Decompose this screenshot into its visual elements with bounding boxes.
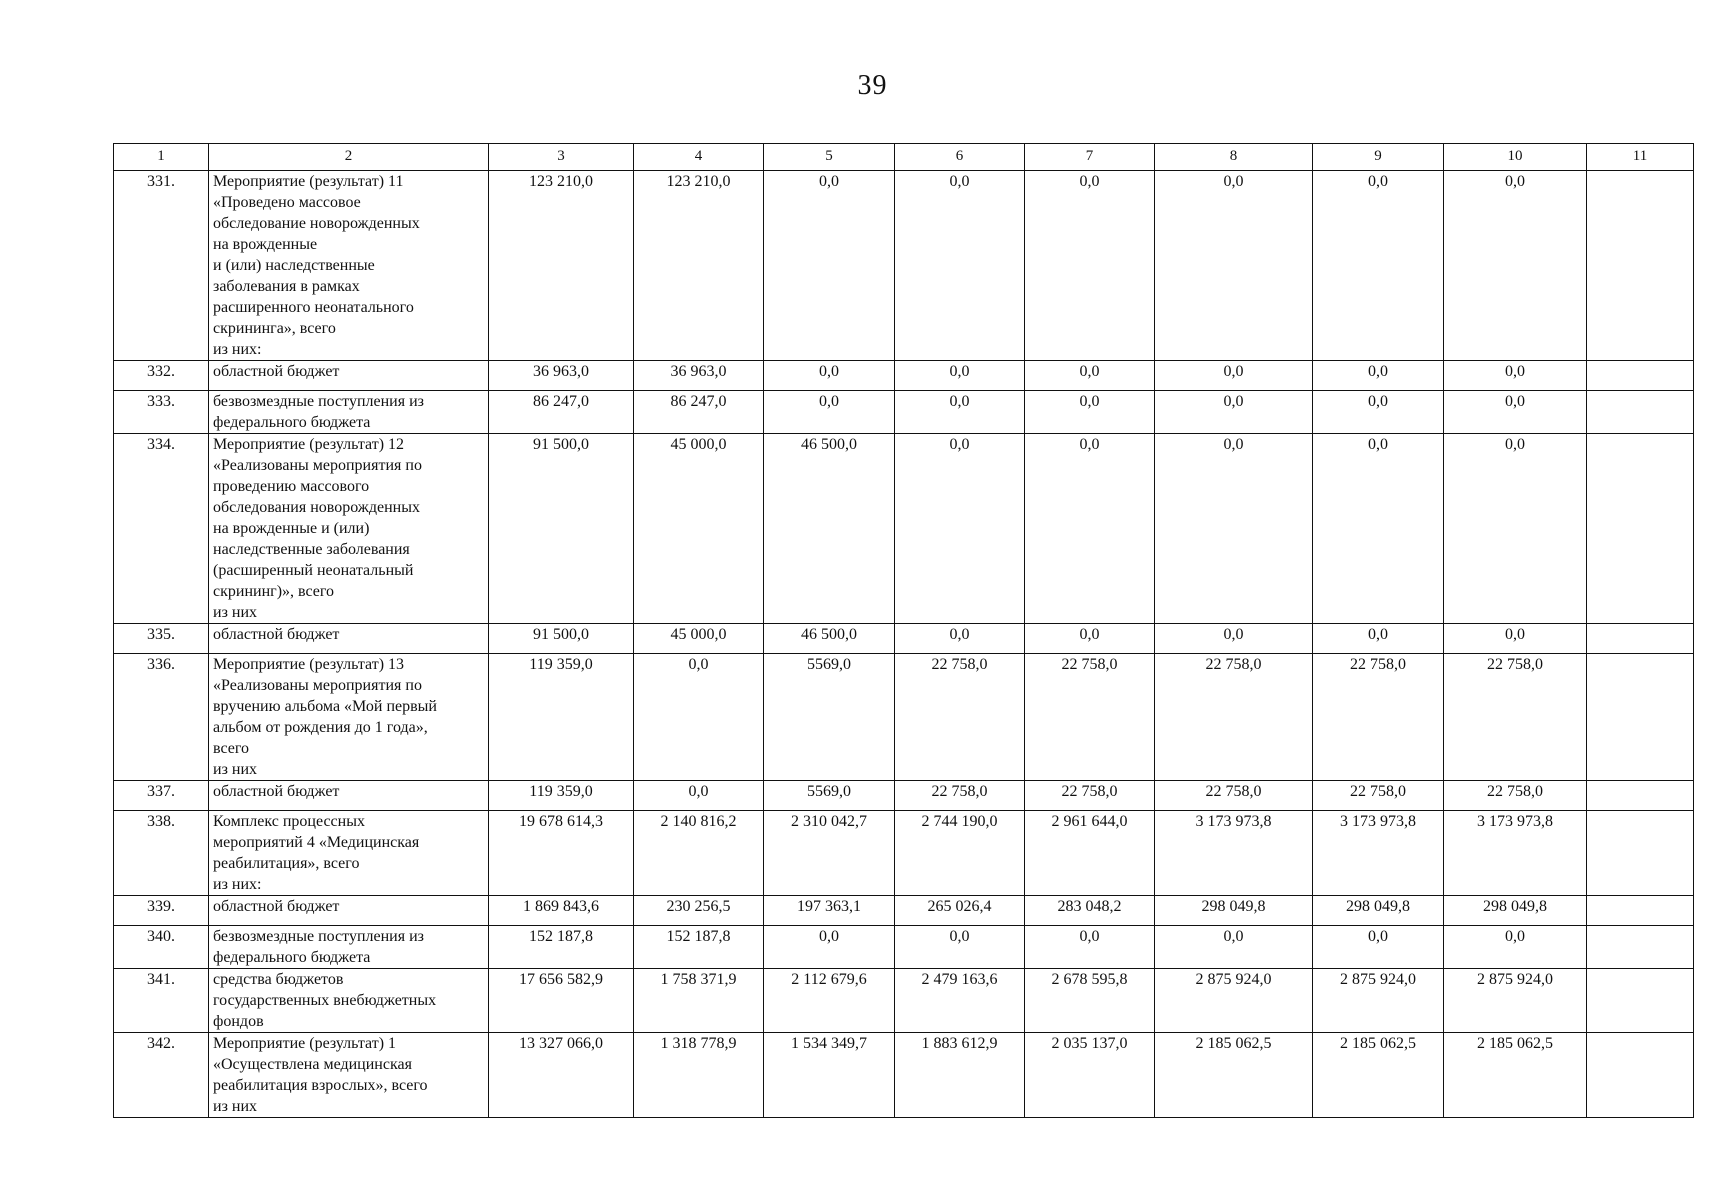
cell-col11 <box>1587 1033 1694 1118</box>
cell-col9: 2 185 062,5 <box>1313 1033 1444 1118</box>
cell-col11 <box>1587 781 1694 811</box>
cell-col5: 0,0 <box>764 361 895 391</box>
cell-col10: 2 875 924,0 <box>1444 969 1587 1033</box>
row-number: 342. <box>114 1033 209 1118</box>
cell-col7: 0,0 <box>1025 391 1155 434</box>
cell-col9: 0,0 <box>1313 391 1444 434</box>
cell-col10: 0,0 <box>1444 391 1587 434</box>
budget-table <box>113 143 1694 1118</box>
cell-col9: 22 758,0 <box>1313 654 1444 781</box>
cell-col5: 46 500,0 <box>764 434 895 624</box>
cell-col8: 0,0 <box>1155 624 1313 654</box>
cell-col11 <box>1587 896 1694 926</box>
cell-col9: 298 049,8 <box>1313 896 1444 926</box>
cell-col11 <box>1587 171 1694 361</box>
row-number: 340. <box>114 926 209 969</box>
cell-col10: 2 185 062,5 <box>1444 1033 1587 1118</box>
header-row <box>114 144 1694 171</box>
row-name: Мероприятие (результат) 1 «Осуществлена медицинская реабилитация взрослых», всего из них <box>209 1033 489 1118</box>
cell-col4: 1 758 371,9 <box>634 969 764 1033</box>
cell-col7: 0,0 <box>1025 434 1155 624</box>
cell-col5: 5569,0 <box>764 781 895 811</box>
cell-col8: 22 758,0 <box>1155 654 1313 781</box>
cell-col4: 230 256,5 <box>634 896 764 926</box>
cell-col8: 0,0 <box>1155 171 1313 361</box>
cell-col3: 36 963,0 <box>489 361 634 391</box>
cell-col11 <box>1587 811 1694 896</box>
cell-col7: 0,0 <box>1025 171 1155 361</box>
column-header: 8 <box>1155 144 1313 171</box>
cell-col7: 2 035 137,0 <box>1025 1033 1155 1118</box>
cell-col10: 22 758,0 <box>1444 781 1587 811</box>
row-name: областной бюджет <box>209 361 489 391</box>
row-number: 336. <box>114 654 209 781</box>
column-header: 10 <box>1444 144 1587 171</box>
cell-col8: 2 185 062,5 <box>1155 1033 1313 1118</box>
cell-col6: 0,0 <box>895 434 1025 624</box>
cell-col5: 0,0 <box>764 391 895 434</box>
table-row <box>114 361 1694 391</box>
cell-col6: 0,0 <box>895 624 1025 654</box>
table-row <box>114 926 1694 969</box>
column-header: 5 <box>764 144 895 171</box>
cell-col11 <box>1587 624 1694 654</box>
column-header: 6 <box>895 144 1025 171</box>
cell-col5: 1 534 349,7 <box>764 1033 895 1118</box>
cell-col3: 123 210,0 <box>489 171 634 361</box>
table-row <box>114 811 1694 896</box>
table-row <box>114 896 1694 926</box>
cell-col11 <box>1587 654 1694 781</box>
cell-col7: 0,0 <box>1025 361 1155 391</box>
cell-col9: 2 875 924,0 <box>1313 969 1444 1033</box>
cell-col6: 0,0 <box>895 361 1025 391</box>
cell-col7: 0,0 <box>1025 624 1155 654</box>
row-number: 339. <box>114 896 209 926</box>
cell-col6: 2 479 163,6 <box>895 969 1025 1033</box>
cell-col4: 2 140 816,2 <box>634 811 764 896</box>
cell-col10: 0,0 <box>1444 361 1587 391</box>
table-row <box>114 391 1694 434</box>
cell-col5: 5569,0 <box>764 654 895 781</box>
cell-col7: 0,0 <box>1025 926 1155 969</box>
row-number: 341. <box>114 969 209 1033</box>
cell-col10: 3 173 973,8 <box>1444 811 1587 896</box>
cell-col7: 22 758,0 <box>1025 781 1155 811</box>
cell-col10: 0,0 <box>1444 171 1587 361</box>
cell-col3: 86 247,0 <box>489 391 634 434</box>
cell-col9: 0,0 <box>1313 624 1444 654</box>
column-header: 9 <box>1313 144 1444 171</box>
cell-col5: 2 310 042,7 <box>764 811 895 896</box>
cell-col3: 19 678 614,3 <box>489 811 634 896</box>
cell-col6: 22 758,0 <box>895 781 1025 811</box>
cell-col11 <box>1587 926 1694 969</box>
cell-col3: 1 869 843,6 <box>489 896 634 926</box>
table-row <box>114 1033 1694 1118</box>
cell-col10: 22 758,0 <box>1444 654 1587 781</box>
cell-col6: 0,0 <box>895 171 1025 361</box>
row-name: областной бюджет <box>209 896 489 926</box>
cell-col7: 2 961 644,0 <box>1025 811 1155 896</box>
cell-col11 <box>1587 434 1694 624</box>
row-number: 337. <box>114 781 209 811</box>
cell-col11 <box>1587 391 1694 434</box>
cell-col10: 298 049,8 <box>1444 896 1587 926</box>
cell-col8: 0,0 <box>1155 391 1313 434</box>
cell-col5: 0,0 <box>764 926 895 969</box>
column-header: 1 <box>114 144 209 171</box>
cell-col4: 0,0 <box>634 654 764 781</box>
table-row <box>114 624 1694 654</box>
cell-col3: 119 359,0 <box>489 781 634 811</box>
row-name: Мероприятие (результат) 12 «Реализованы мероприятия по проведению массового обследования новорожденных на врожденные и (или) наследственные заболевания (расширенный неонатальный скрининг)», всего из них <box>209 434 489 624</box>
row-number: 338. <box>114 811 209 896</box>
row-name: областной бюджет <box>209 624 489 654</box>
cell-col6: 0,0 <box>895 391 1025 434</box>
cell-col10: 0,0 <box>1444 624 1587 654</box>
cell-col11 <box>1587 969 1694 1033</box>
column-header: 2 <box>209 144 489 171</box>
table-row <box>114 171 1694 361</box>
cell-col4: 45 000,0 <box>634 434 764 624</box>
cell-col10: 0,0 <box>1444 434 1587 624</box>
cell-col8: 298 049,8 <box>1155 896 1313 926</box>
cell-col8: 3 173 973,8 <box>1155 811 1313 896</box>
row-number: 335. <box>114 624 209 654</box>
column-header: 3 <box>489 144 634 171</box>
cell-col4: 0,0 <box>634 781 764 811</box>
row-number: 334. <box>114 434 209 624</box>
row-name: Комплекс процессных мероприятий 4 «Медицинская реабилитация», всего из них: <box>209 811 489 896</box>
cell-col8: 0,0 <box>1155 361 1313 391</box>
table-row <box>114 781 1694 811</box>
cell-col5: 0,0 <box>764 171 895 361</box>
cell-col7: 22 758,0 <box>1025 654 1155 781</box>
row-name: средства бюджетов государственных внебюджетных фондов <box>209 969 489 1033</box>
cell-col8: 0,0 <box>1155 434 1313 624</box>
cell-col9: 22 758,0 <box>1313 781 1444 811</box>
cell-col11 <box>1587 361 1694 391</box>
cell-col3: 91 500,0 <box>489 434 634 624</box>
table-row <box>114 654 1694 781</box>
cell-col6: 2 744 190,0 <box>895 811 1025 896</box>
cell-col8: 0,0 <box>1155 926 1313 969</box>
cell-col6: 0,0 <box>895 926 1025 969</box>
cell-col7: 2 678 595,8 <box>1025 969 1155 1033</box>
cell-col9: 0,0 <box>1313 171 1444 361</box>
cell-col4: 152 187,8 <box>634 926 764 969</box>
table-row <box>114 969 1694 1033</box>
row-number: 333. <box>114 391 209 434</box>
cell-col6: 1 883 612,9 <box>895 1033 1025 1118</box>
cell-col4: 1 318 778,9 <box>634 1033 764 1118</box>
row-number: 331. <box>114 171 209 361</box>
row-name: безвозмездные поступления из федерального бюджета <box>209 926 489 969</box>
cell-col3: 91 500,0 <box>489 624 634 654</box>
cell-col3: 13 327 066,0 <box>489 1033 634 1118</box>
cell-col6: 265 026,4 <box>895 896 1025 926</box>
cell-col3: 17 656 582,9 <box>489 969 634 1033</box>
cell-col10: 0,0 <box>1444 926 1587 969</box>
column-header: 7 <box>1025 144 1155 171</box>
cell-col4: 123 210,0 <box>634 171 764 361</box>
row-name: безвозмездные поступления из федерального бюджета <box>209 391 489 434</box>
cell-col4: 45 000,0 <box>634 624 764 654</box>
column-header: 11 <box>1587 144 1694 171</box>
cell-col5: 46 500,0 <box>764 624 895 654</box>
cell-col4: 36 963,0 <box>634 361 764 391</box>
row-name: Мероприятие (результат) 13 «Реализованы мероприятия по вручению альбома «Мой первый альбом от рождения до 1 года», всего из них <box>209 654 489 781</box>
cell-col3: 119 359,0 <box>489 654 634 781</box>
cell-col5: 197 363,1 <box>764 896 895 926</box>
cell-col9: 3 173 973,8 <box>1313 811 1444 896</box>
page-number: 39 <box>857 70 888 101</box>
cell-col5: 2 112 679,6 <box>764 969 895 1033</box>
row-number: 332. <box>114 361 209 391</box>
cell-col6: 22 758,0 <box>895 654 1025 781</box>
cell-col9: 0,0 <box>1313 361 1444 391</box>
cell-col3: 152 187,8 <box>489 926 634 969</box>
column-header: 4 <box>634 144 764 171</box>
row-name: Мероприятие (результат) 11 «Проведено массовое обследование новорожденных на врожденные и (или) наследственные заболевания в рамках расширенного неонатального скрининга», всего из них: <box>209 171 489 361</box>
row-name: областной бюджет <box>209 781 489 811</box>
table-row <box>114 434 1694 624</box>
cell-col8: 22 758,0 <box>1155 781 1313 811</box>
cell-col9: 0,0 <box>1313 926 1444 969</box>
cell-col7: 283 048,2 <box>1025 896 1155 926</box>
cell-col8: 2 875 924,0 <box>1155 969 1313 1033</box>
cell-col9: 0,0 <box>1313 434 1444 624</box>
cell-col4: 86 247,0 <box>634 391 764 434</box>
